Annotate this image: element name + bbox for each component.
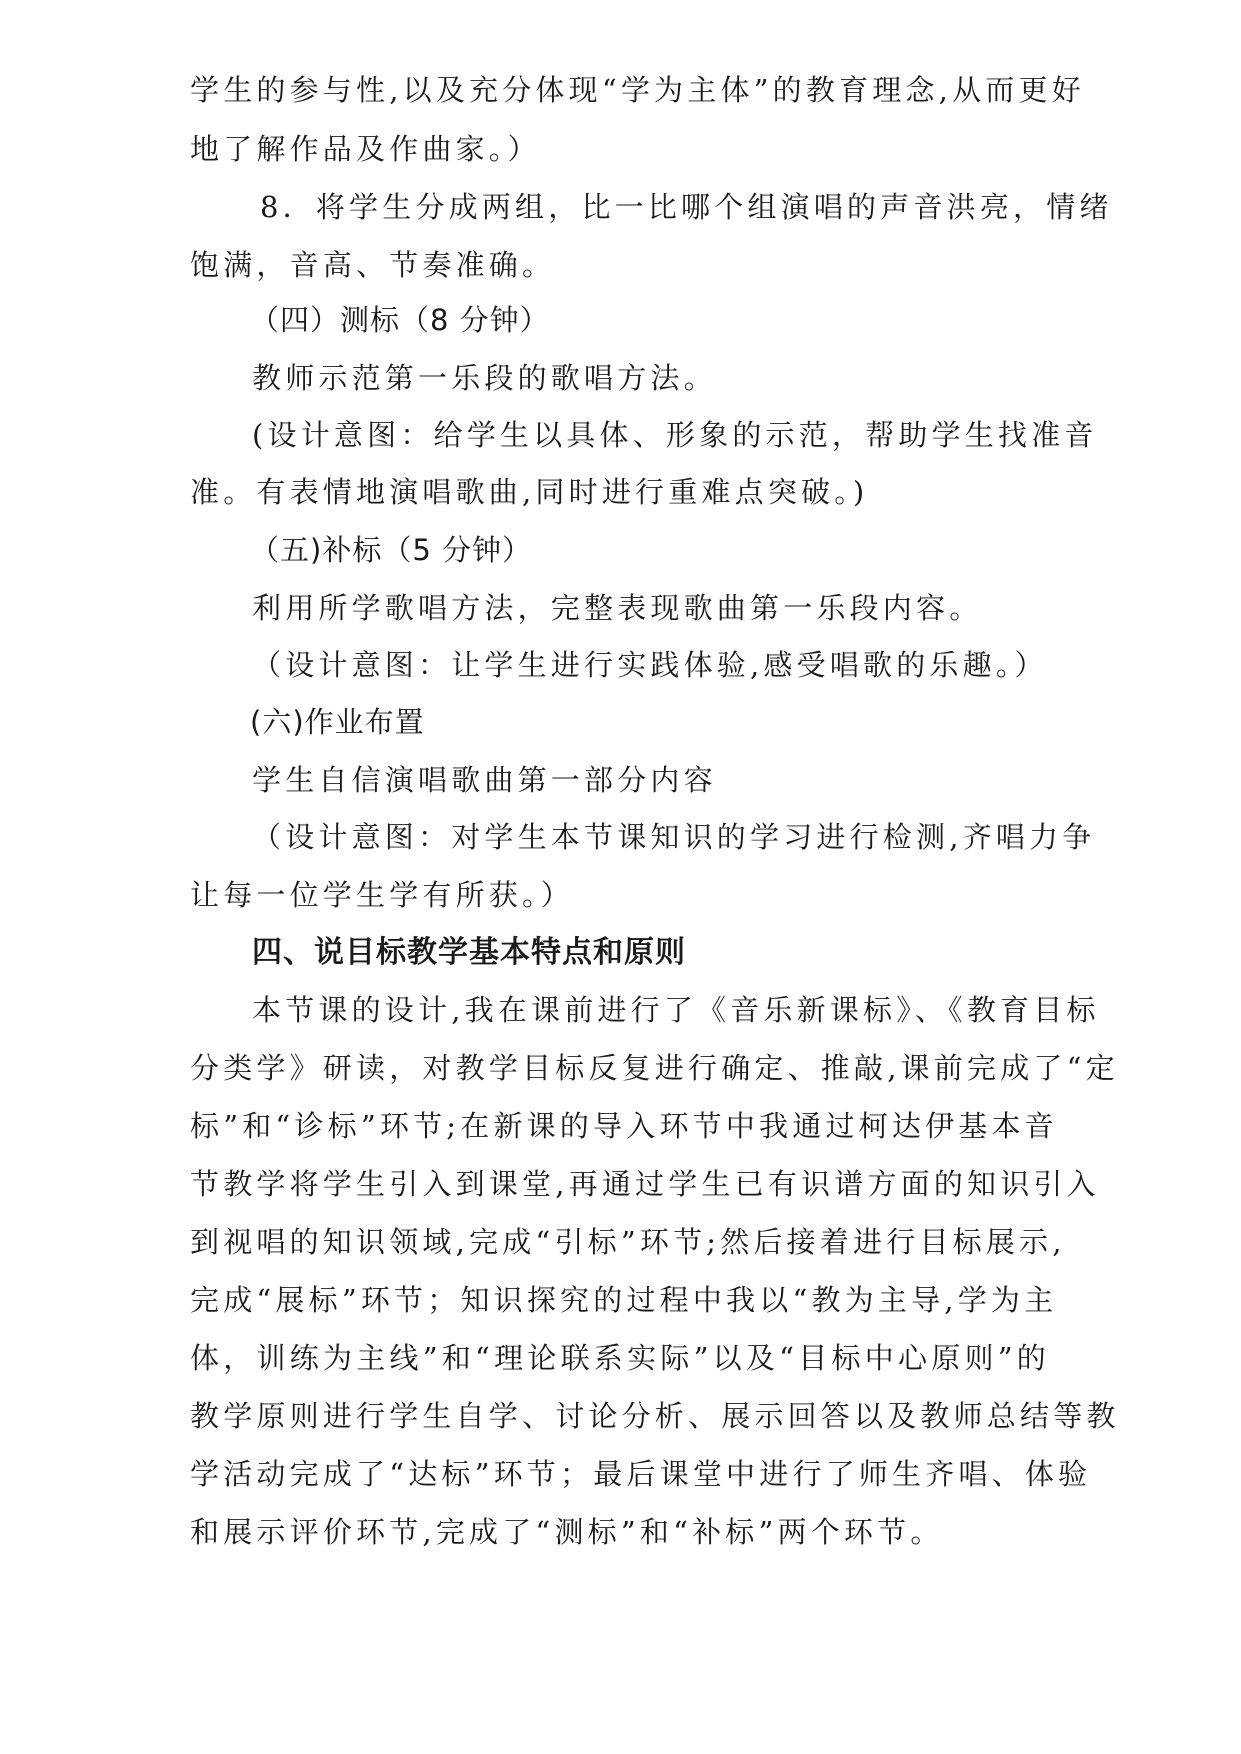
body-line-8: 教学原则进行学生自学、讨论分析、展示回答以及教师总结等教: [190, 1399, 1120, 1433]
paragraph-line-10: 利用所学歌唱方法，完整表现歌曲第一乐段内容。: [252, 591, 983, 625]
step-8-line-2: 饱满，音高、节奏准确。: [190, 248, 556, 282]
section-heading-four: 四、说目标教学基本特点和原则: [252, 935, 686, 970]
body-line-7: 体，训练为主线”和“理论联系实际”以及“目标中心原则”的: [190, 1341, 1050, 1375]
section-heading-homework: (六)作业布置: [250, 705, 425, 739]
body-line-1: 本节课的设计,我在课前进行了《音乐新课标》、《教育目标: [252, 993, 1100, 1027]
body-line-5: 到视唱的知识领域,完成“引标”环节;然后接着进行目标展示,: [190, 1225, 1066, 1259]
paragraph-line-13: 学生自信演唱歌曲第一部分内容: [252, 763, 717, 797]
body-line-9: 学活动完成了“达标”环节；最后课堂中进行了师生齐唱、体验: [190, 1457, 1092, 1491]
body-line-10: 和展示评价环节,完成了“测标”和“补标”两个环节。: [190, 1515, 944, 1549]
body-line-2: 分类学》研读，对教学目标反复进行确定、推敲,课前完成了“定: [190, 1051, 1119, 1085]
design-intent-line-5: 让每一位学生学有所获。）: [190, 878, 574, 912]
body-line-3: 标”和“诊标”环节;在新课的导入环节中我通过柯达伊基本音: [190, 1109, 1058, 1143]
paragraph-line-1: 学生的参与性,以及充分体现“学为主体”的教育理念,从而更好: [190, 73, 1085, 107]
section-heading-test-target: （四）测标（8 分钟）: [250, 303, 550, 337]
design-intent-line-4: （设计意图：对学生本节课知识的学习进行检测,齐唱力争: [252, 820, 1096, 854]
paragraph-line-2: 地了解作品及作曲家。）: [190, 132, 541, 166]
step-8-line-1: 8．将学生分成两组，比一比哪个组演唱的声音洪亮，情绪: [260, 190, 1113, 224]
design-intent-line-3: （设计意图：让学生进行实践体验,感受唱歌的乐趣。）: [252, 648, 1048, 682]
paragraph-line-6: 教师示范第一乐段的歌唱方法。: [252, 361, 717, 395]
body-line-6: 完成“展标”环节；知识探究的过程中我以“教为主导,学为主: [190, 1283, 1058, 1317]
section-heading-supplement-target: （五)补标（5 分钟）: [250, 533, 532, 567]
body-line-4: 节教学将学生引入到课堂,再通过学生已有识谱方面的知识引入: [190, 1167, 1100, 1201]
design-intent-line-2: 准。有表情地演唱歌曲,同时进行重难点突破。): [190, 475, 869, 509]
design-intent-line-1: (设计意图：给学生以具体、形象的示范，帮助学生找准音: [252, 418, 1098, 452]
